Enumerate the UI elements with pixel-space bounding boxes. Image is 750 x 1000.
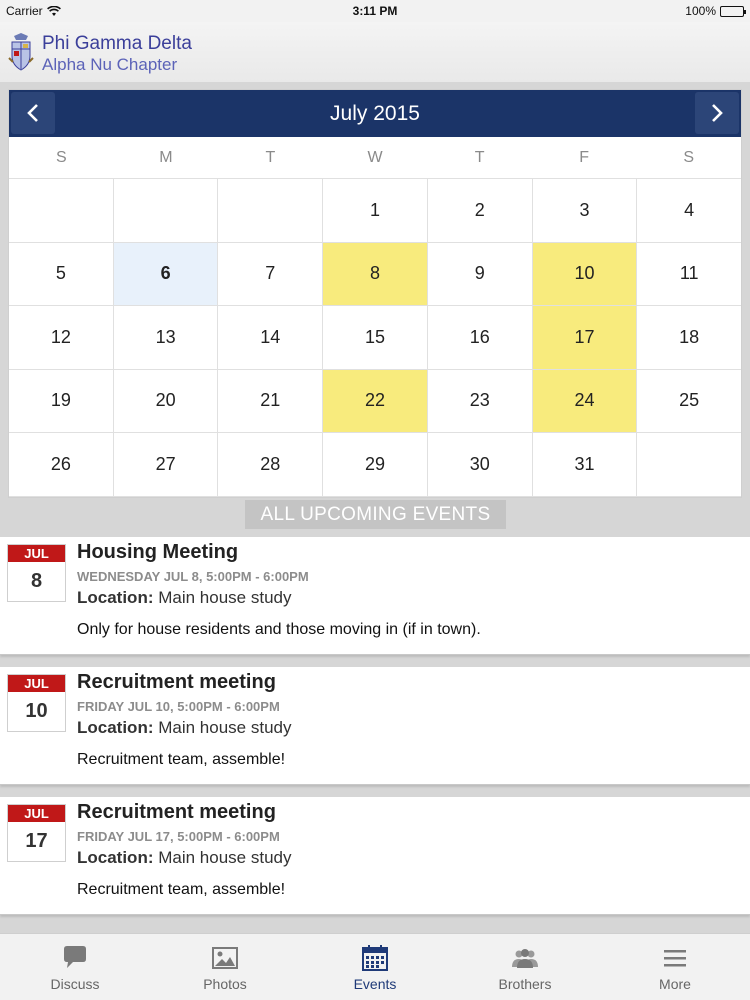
calendar-day-28[interactable]: 28 [218,433,323,497]
calendar-day-4[interactable]: 4 [637,179,741,243]
weekday-label: T [474,149,485,166]
calendar-day-27[interactable]: 27 [114,433,219,497]
calendar-day-25[interactable]: 25 [637,370,741,434]
status-bar [0,0,750,22]
calendar-week-row [9,306,741,370]
calendar-day-24[interactable]: 24 [533,370,638,434]
event-date-badge [7,544,66,602]
weekday-label: S [683,149,695,166]
all-upcoming-events-label[interactable]: ALL UPCOMING EVENTS [245,500,506,529]
weekday-label: F [579,149,590,166]
battery-percent: 100% [685,4,716,18]
event-date-badge [7,674,66,732]
tab-more[interactable] [600,934,750,1000]
calendar-day-23[interactable]: 23 [428,370,533,434]
calendar-week-row [9,433,741,497]
event-description: Recruitment team, assemble! [77,751,286,768]
calendar-week-row [9,243,741,307]
event-month: JUL [8,675,65,692]
event-description: Recruitment team, assemble! [77,881,286,898]
calendar-day-16[interactable]: 16 [428,306,533,370]
location-label: Location: [77,848,154,867]
tab-brothers[interactable] [450,934,600,1000]
event-location [77,588,291,608]
location-label: Location: [77,588,154,607]
people-icon [511,944,539,972]
calendar-day-31[interactable]: 31 [533,433,638,497]
calendar-day-20[interactable]: 20 [114,370,219,434]
battery-icon [720,6,744,17]
calendar-grid [9,179,741,497]
calendar-day-19[interactable]: 19 [9,370,114,434]
tab-events[interactable] [300,934,450,1000]
weekday-label: S [55,149,67,166]
calendar-week-row [9,179,741,243]
tab-discuss[interactable] [0,934,150,1000]
calendar-day-26[interactable]: 26 [9,433,114,497]
calendar-day-13[interactable]: 13 [114,306,219,370]
calendar-empty-cell [218,179,323,243]
calendar-day-12[interactable]: 12 [9,306,114,370]
event-card[interactable] [0,667,750,785]
event-time: FRIDAY JUL 10, 5:00PM - 6:00PM [77,699,280,714]
calendar-day-15[interactable]: 15 [323,306,428,370]
calendar-day-1[interactable]: 1 [323,179,428,243]
tab-label: Events [353,976,397,992]
tab-bar [0,933,750,1000]
event-time: WEDNESDAY JUL 8, 5:00PM - 6:00PM [77,569,309,584]
calendar-day-22[interactable]: 22 [323,370,428,434]
calendar-day-8[interactable]: 8 [323,243,428,307]
calendar-week-row [9,370,741,434]
weekday-label: W [367,149,383,166]
event-description: Only for house residents and those moving in (if in town). [77,621,481,638]
weekday-label: M [159,149,173,166]
location-value: Main house study [158,588,292,607]
weekday-header-row [9,137,741,179]
event-title: Recruitment meeting [77,801,276,823]
app-header [0,22,750,82]
calendar-day-5[interactable]: 5 [9,243,114,307]
month-calendar [8,89,742,498]
battery-indicator [685,4,744,18]
location-value: Main house study [158,718,292,737]
event-month: JUL [8,545,65,562]
event-time: FRIDAY JUL 17, 5:00PM - 6:00PM [77,829,280,844]
org-name: Phi Gamma Delta [42,33,192,54]
calendar-day-7[interactable]: 7 [218,243,323,307]
location-label: Location: [77,718,154,737]
event-day: 8 [30,570,43,592]
calendar-day-30[interactable]: 30 [428,433,533,497]
chat-bubble-icon [61,944,89,972]
tab-label: Photos [203,976,247,992]
photo-icon [211,944,239,972]
event-location [77,848,291,868]
month-title: July 2015 [330,102,420,125]
event-title: Housing Meeting [77,541,239,563]
calendar-day-18[interactable]: 18 [637,306,741,370]
calendar-empty-cell [637,433,741,497]
calendar-empty-cell [114,179,219,243]
clock: 3:11 PM [352,4,398,18]
tab-label: Brothers [498,976,552,992]
calendar-day-10[interactable]: 10 [533,243,638,307]
calendar-day-2[interactable]: 2 [428,179,533,243]
chevron-right-icon [710,103,724,123]
calendar-day-14[interactable]: 14 [218,306,323,370]
tab-label: Discuss [50,976,100,992]
event-location [77,718,291,738]
calendar-day-3[interactable]: 3 [533,179,638,243]
next-month-button[interactable] [695,92,739,134]
event-card[interactable] [0,537,750,655]
calendar-day-29[interactable]: 29 [323,433,428,497]
event-day: 10 [25,700,48,722]
location-value: Main house study [158,848,292,867]
event-day: 17 [25,830,48,852]
calendar-day-21[interactable]: 21 [218,370,323,434]
event-month: JUL [8,805,65,822]
carrier-label: Carrier [6,4,43,18]
crest-logo-icon [8,32,34,72]
menu-icon [661,944,689,972]
calendar-icon [361,944,389,972]
calendar-empty-cell [9,179,114,243]
event-date-badge [7,804,66,862]
event-title: Recruitment meeting [77,671,276,693]
weekday-label: T [265,149,276,166]
tab-label: More [659,976,691,992]
calendar-day-17[interactable]: 17 [533,306,638,370]
calendar-header [9,90,741,137]
calendar-day-6[interactable]: 6 [114,243,219,307]
tab-photos[interactable] [150,934,300,1000]
calendar-day-9[interactable]: 9 [428,243,533,307]
calendar-day-11[interactable]: 11 [637,243,741,307]
event-card[interactable] [0,797,750,915]
chapter-name: Alpha Nu Chapter [42,55,178,74]
